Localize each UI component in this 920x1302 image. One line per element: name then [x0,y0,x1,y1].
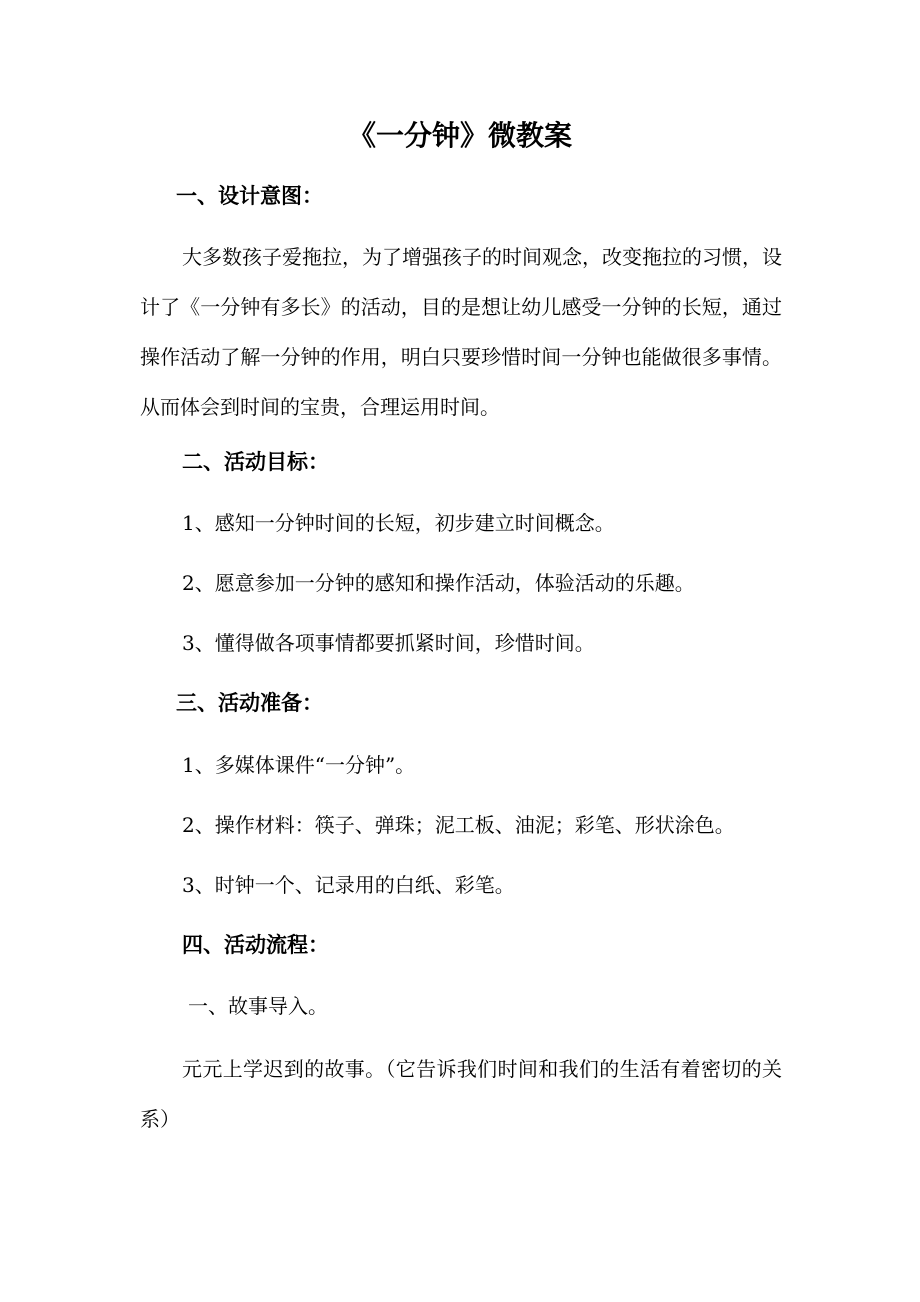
goal-item-2: 2、愿意参加一分钟的感知和操作活动，体验活动的乐趣。 [182,571,695,595]
process-step-1: 一、故事导入。 [188,994,328,1018]
goal-item-1: 1、感知一分钟时间的长短，初步建立时间概念。 [182,511,615,535]
section-heading-design: 一、设计意图： [176,184,323,208]
prep-item-3: 3、时钟一个、记录用的白纸、彩笔。 [182,873,515,897]
section-heading-goals: 二、活动目标： [182,450,329,474]
process-step-1-paragraph: 元元上学迟到的故事。（它告诉我们时间和我们的生活有着密切的关系） [140,1057,782,1131]
goal-item-3: 3、懂得做各项事情都要抓紧时间，珍惜时间。 [182,631,595,655]
design-paragraph: 大多数孩子爱拖拉，为了增强孩子的时间观念，改变拖拉的习惯，设计了《一分钟有多长》的活动，目的是想让幼儿感受一分钟的长短，通过操作活动了解一分钟的作用，明白只要珍惜时间一分钟也能做很多事情。从而体会到时间的宝贵，合理运用时间。 [140,245,782,419]
document-title: 《一分钟》微教案 [347,119,572,152]
section-heading-preparation: 三、活动准备： [176,691,323,715]
section-heading-process: 四、活动流程： [182,933,329,957]
prep-item-1: 1、多媒体课件“一分钟”。 [182,753,416,777]
prep-item-2: 2、操作材料：筷子、弹珠；泥工板、油泥；彩笔、形状涂色。 [182,813,735,837]
